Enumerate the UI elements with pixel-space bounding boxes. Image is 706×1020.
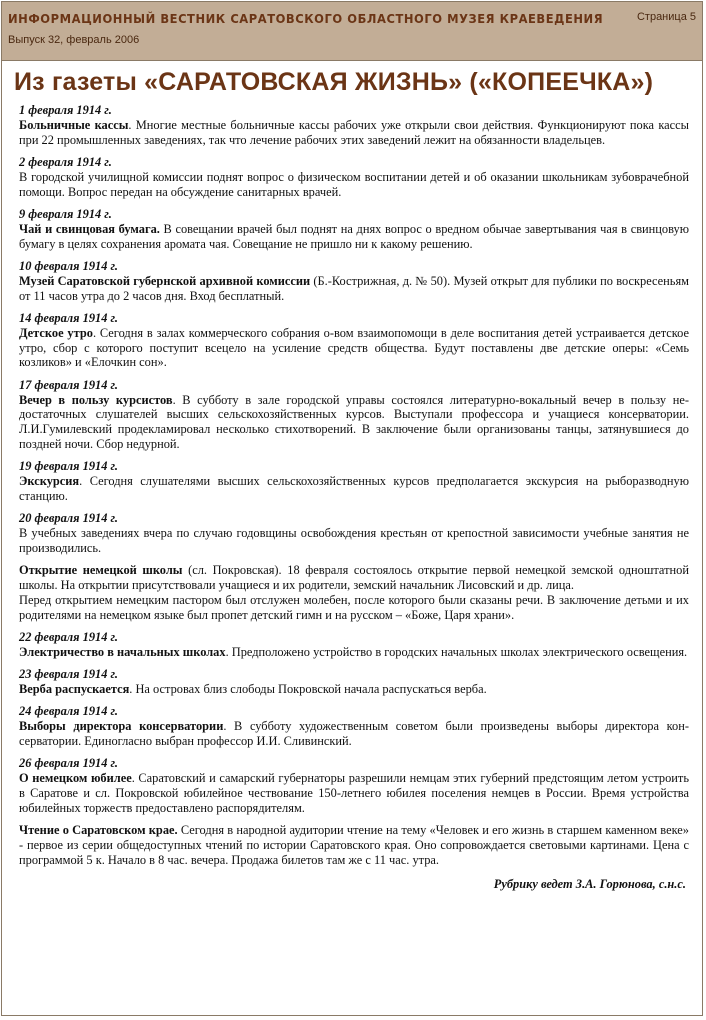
entry-paragraph xyxy=(17,563,689,593)
news-entry xyxy=(17,378,689,452)
entry-heading: Чай и свинцовая бумага. xyxy=(19,221,160,236)
entry-text: . В субботу художественным советом были произведены выборы директора консерватории. Единогласно выбран профессор И.И. Сливинский. xyxy=(19,719,689,749)
entry-date: 23 февраля 1914 г. xyxy=(19,667,119,682)
entry-heading: Больничные кассы xyxy=(19,117,129,132)
entry-date: 17 февраля 1914 г. xyxy=(19,377,119,392)
entry-date: 9 февраля 1914 г. xyxy=(19,206,112,221)
news-entry xyxy=(17,563,689,622)
entry-date: 20 февраля 1914 г. xyxy=(19,511,119,526)
entry-heading: Детское утро xyxy=(19,325,93,340)
entry-paragraph xyxy=(17,274,689,304)
entry-heading: Чтение о Саратовском крае. xyxy=(19,823,178,838)
entry-paragraph xyxy=(17,645,689,660)
author-signature: Рубрику ведет З.А. Горюнова, с.н.с. xyxy=(493,876,686,891)
entry-text: (Б.-Кострижная, д. № 50). Музей открыт для публики по воскресеньям от 11 часов утра до 2 часов дня. Вход бесплатный. xyxy=(19,273,690,303)
page-frame xyxy=(1,1,703,1016)
news-entry xyxy=(17,667,689,697)
news-entry xyxy=(17,756,689,815)
entry-date: 24 февраля 1914 г. xyxy=(19,704,119,719)
entry-text: В совещании врачей был поднят на днях вопрос о вредном обычае завертывания чая в свинцовую бумагу в целях сохранения аромата чая. Совещание не пришло ни к какому решению. xyxy=(19,221,690,251)
entry-date: 14 февраля 1914 г. xyxy=(19,310,119,325)
news-entry xyxy=(17,311,689,370)
entry-text: (сл. Покровская). 18 февраля состоялось открытие первой немецкой земской одноштатной школы. На открытии присутствовали учащиеся и их родители, земский начальник Лисовский и др. лица. xyxy=(19,563,689,593)
entry-text: . В субботу в зале городской управы состоялся литературно-вокальный вечер в пользу недостаточных слушателей высших сельскохозяйственных курсов. Выступали профессора и учащиеся консерватории. Л.И.Гумилевский продекламировал несколько стихотворений. В заключение были организованы танцы, затянувшиеся до поздней ночи. Сбор недурной. xyxy=(19,392,689,451)
entry-text: В городской училищной комиссии поднят вопрос о физическом воспитании детей и об оказании школьникам зубоврачебной помощи. Вопрос передан на обсуждение санитарных врачей. xyxy=(19,169,689,199)
entry-paragraph xyxy=(17,326,689,370)
entry-text: . Многие местные больничные кассы рабочих уже открыли свои действия. Функционируют пока кассы при 22 промышленных заведениях, так что лечение рабочих этих заведений лежит на обязанности владельцев. xyxy=(19,117,689,147)
article-body xyxy=(17,103,689,891)
entry-text: . Сегодня слушателями высших сельскохозяйственных курсов предполагается экскурсия на рыборазводную станцию. xyxy=(19,474,689,503)
entry-paragraph xyxy=(17,823,689,867)
entry-date: 2 февраля 1914 г. xyxy=(19,154,112,169)
entry-paragraph xyxy=(17,118,689,148)
news-entry xyxy=(17,259,689,303)
entry-text: . Предположено устройство в городских начальных школах электрического освещения. xyxy=(225,644,688,659)
entry-heading: Вечер в пользу курсистов xyxy=(19,392,173,407)
entry-heading: Верба распускается xyxy=(19,682,130,697)
entry-paragraph xyxy=(17,222,689,252)
entry-text: . Сегодня в залах коммерческого собрания о-вом взаимопомощи в деле воспитания детей устраивается детское утро, сбор с которого поступит всецело на усиление средств общества. Будут поставлены две детские оперы: «Семь козликов» и «Елочкин сон». xyxy=(19,325,689,370)
entry-date: 1 февраля 1914 г. xyxy=(19,103,112,117)
news-entry xyxy=(17,704,689,748)
entry-text: В учебных заведениях вчера по случаю годовщины освобождения крестьян от крепостной зависимости учебные занятия не производились. xyxy=(19,526,689,555)
page-header xyxy=(2,2,702,61)
entry-heading: Экскурсия xyxy=(19,474,80,489)
news-entry xyxy=(17,103,689,147)
entry-paragraph xyxy=(17,170,689,200)
news-entry xyxy=(17,207,689,251)
entry-extra-paragraph: Перед открытием немецким пастором был отслужен молебен, после которого были сказаны речи. В заключение детьми и их родителями на немецком языке был пропет детский гимн и на русском – «Боже, Царя храни». xyxy=(19,592,689,622)
entry-date: 22 февраля 1914 г. xyxy=(19,630,119,645)
issue-number: Выпуск 32, февраль 2006 xyxy=(8,34,140,46)
news-entry xyxy=(17,823,689,867)
entry-text: . Саратовский и самарский губернаторы разрешили немцам этих губерний предстоящим летом устроить в Саратове и сл. Покровской юбилейное чествование 150-летнего юбилея поселения немцев в России. Время устройства юбилейных торжеств предоставлено распорядителям. xyxy=(19,771,689,815)
article-title: Из газеты «САРАТОВСКАЯ ЖИЗНЬ» («КОПЕЕЧКА») xyxy=(14,68,654,96)
entry-paragraph xyxy=(17,526,689,556)
page-number: Страница 5 xyxy=(636,11,696,23)
entry-heading: О немецком юбилее xyxy=(19,771,132,786)
entry-heading: Музей Саратовской губернской архивной комиссии xyxy=(19,273,311,288)
entry-paragraph xyxy=(17,719,689,749)
news-entry xyxy=(17,155,689,199)
entry-heading: Выборы директора консерватории xyxy=(19,719,224,734)
news-entries xyxy=(17,103,689,868)
entry-heading: Электричество в начальных школах xyxy=(19,644,226,659)
entry-date: 19 февраля 1914 г. xyxy=(19,459,119,474)
news-entry xyxy=(17,511,689,555)
entry-text: Сегодня в народной аудитории чтение на тему «Человек и его жизнь в старшем каменном веке» - первое из серии общедоступных чтений по истории Саратовского края. Оно сопровождается световыми картинами. Цена с программой 5 к. Начало в 8 час. вечера. Продажа билетов там же с 11 час. утра. xyxy=(19,823,689,867)
entry-paragraph xyxy=(17,771,689,815)
entry-paragraph xyxy=(17,474,689,504)
entry-heading: Открытие немецкой школы xyxy=(19,563,183,578)
entry-date: 26 февраля 1914 г. xyxy=(19,756,119,771)
news-entry xyxy=(17,630,689,660)
entry-text: . На островах близ слободы Покровской начала распускаться верба. xyxy=(129,682,487,697)
bulletin-title: ИНФОРМАЦИОННЫЙ ВЕСТНИК САРАТОВСКОГО ОБЛАСТНОГО МУЗЕЯ КРАЕВЕДЕНИЯ xyxy=(8,11,604,26)
entry-paragraph xyxy=(17,393,689,452)
news-entry xyxy=(17,459,689,503)
entry-paragraph xyxy=(17,682,689,697)
entry-date: 10 февраля 1914 г. xyxy=(19,258,119,273)
